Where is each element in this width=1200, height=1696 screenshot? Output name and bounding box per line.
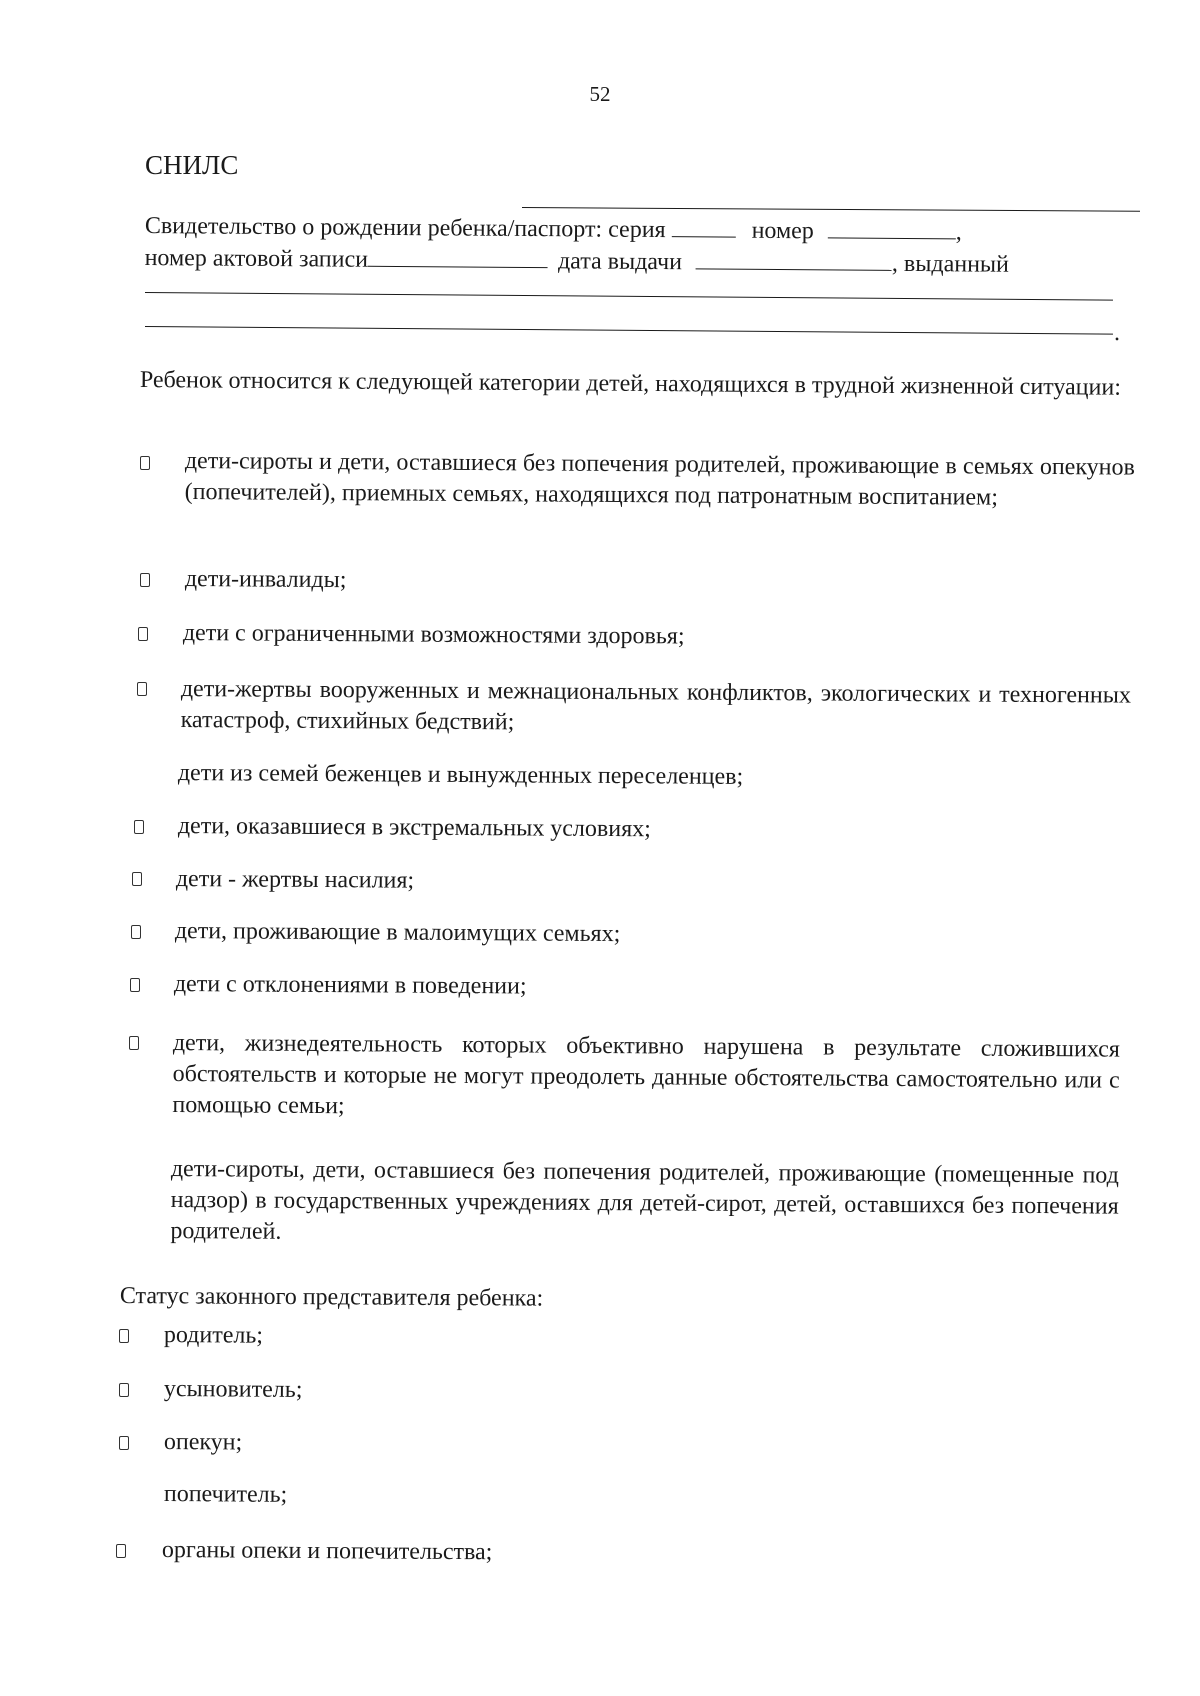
category-label-10: дети, жизнедеятельность которых объективно нарушена в результате сложившихся обстоятельств и которые не могут преодолеть данные обстоятельства самостоятельно или с помощью семьи;	[172, 1030, 1120, 1120]
issued-by-field-line-1[interactable]	[145, 292, 1113, 301]
category-checkbox-2[interactable]	[140, 573, 150, 587]
status-label-2: усыновитель;	[163, 1376, 303, 1403]
category-label-2: дети-инвалиды;	[184, 565, 347, 594]
status-checkbox-1[interactable]	[119, 1329, 129, 1343]
category-label-5: дети из семей беженцев и вынужденных переселенцев;	[177, 759, 744, 790]
category-intro: Ребенок относится к следующей категории детей, находящихся в трудной жизненной ситуации:	[139, 366, 1122, 401]
category-label-7: дети - жертвы насилия;	[175, 865, 415, 894]
series-field[interactable]	[672, 214, 736, 238]
category-checkbox-8[interactable]	[131, 925, 141, 939]
record-number-label: номер актовой записи	[144, 244, 369, 273]
issued-by-label: , выданный	[891, 250, 1010, 278]
status-checkbox-5[interactable]	[116, 1544, 126, 1558]
number-field[interactable]	[828, 215, 956, 239]
certificate-number-label: номер	[751, 217, 814, 245]
status-checkbox-3[interactable]	[119, 1436, 129, 1450]
issue-date-field[interactable]	[696, 246, 892, 271]
category-checkbox-6[interactable]	[134, 820, 144, 834]
category-label-1: дети-сироты и дети, оставшиеся без попечения родителей, проживающие в семьях опекунов (попечителей), приемных семьях, находящихся под патронатным воспитанием;	[184, 447, 1135, 511]
status-label-5: органы опеки и попечительства;	[161, 1537, 493, 1566]
category-label-11: дети-сироты, дети, оставшиеся без попечения родителей, проживающие (помещенные под надзор) в государственных учреждениях для детей-сирот, детей, оставшихся без попечения родителей.	[170, 1156, 1119, 1245]
status-intro: Статус законного представителя ребенка:	[119, 1283, 544, 1312]
comma: ,	[955, 219, 962, 246]
status-label-1: родитель;	[163, 1322, 264, 1349]
category-checkbox-3[interactable]	[138, 627, 148, 641]
certificate-block	[144, 210, 1139, 282]
category-label-3: дети с ограниченными возможностями здоровья;	[182, 619, 685, 650]
issue-date-label: дата выдачи	[557, 248, 683, 276]
category-checkbox-4[interactable]	[137, 682, 147, 696]
status-label-3: опекун;	[163, 1429, 243, 1456]
certificate-series-label: Свидетельство о рождении ребенка/паспорт: серия	[144, 212, 666, 244]
category-label-4: дети-жертвы вооруженных и межнациональных конфликтов, экологических и техногенных катастроф, стихийных бедствий;	[180, 675, 1131, 736]
category-checkbox-10[interactable]	[129, 1036, 139, 1050]
snils-field-line[interactable]	[522, 207, 1140, 212]
page-number: 52	[589, 82, 611, 106]
category-checkbox-7[interactable]	[132, 872, 142, 886]
record-number-field[interactable]	[368, 244, 548, 268]
category-label-8: дети, проживающие в малоимущих семьях;	[174, 917, 621, 948]
category-label-6: дети, оказавшиеся в экстремальных условиях;	[177, 812, 651, 843]
status-label-4: попечитель;	[163, 1481, 288, 1508]
category-checkbox-1[interactable]	[140, 456, 150, 470]
category-checkbox-9[interactable]	[130, 978, 140, 992]
status-checkbox-2[interactable]	[119, 1383, 129, 1397]
issued-by-field-line-2[interactable]	[145, 326, 1113, 335]
certificate-row-2	[144, 242, 1139, 282]
snils-label: СНИЛС	[145, 150, 239, 180]
category-label-9: дети с отклонениями в поведении;	[173, 970, 527, 1000]
issued-by-period: .	[1113, 319, 1121, 347]
